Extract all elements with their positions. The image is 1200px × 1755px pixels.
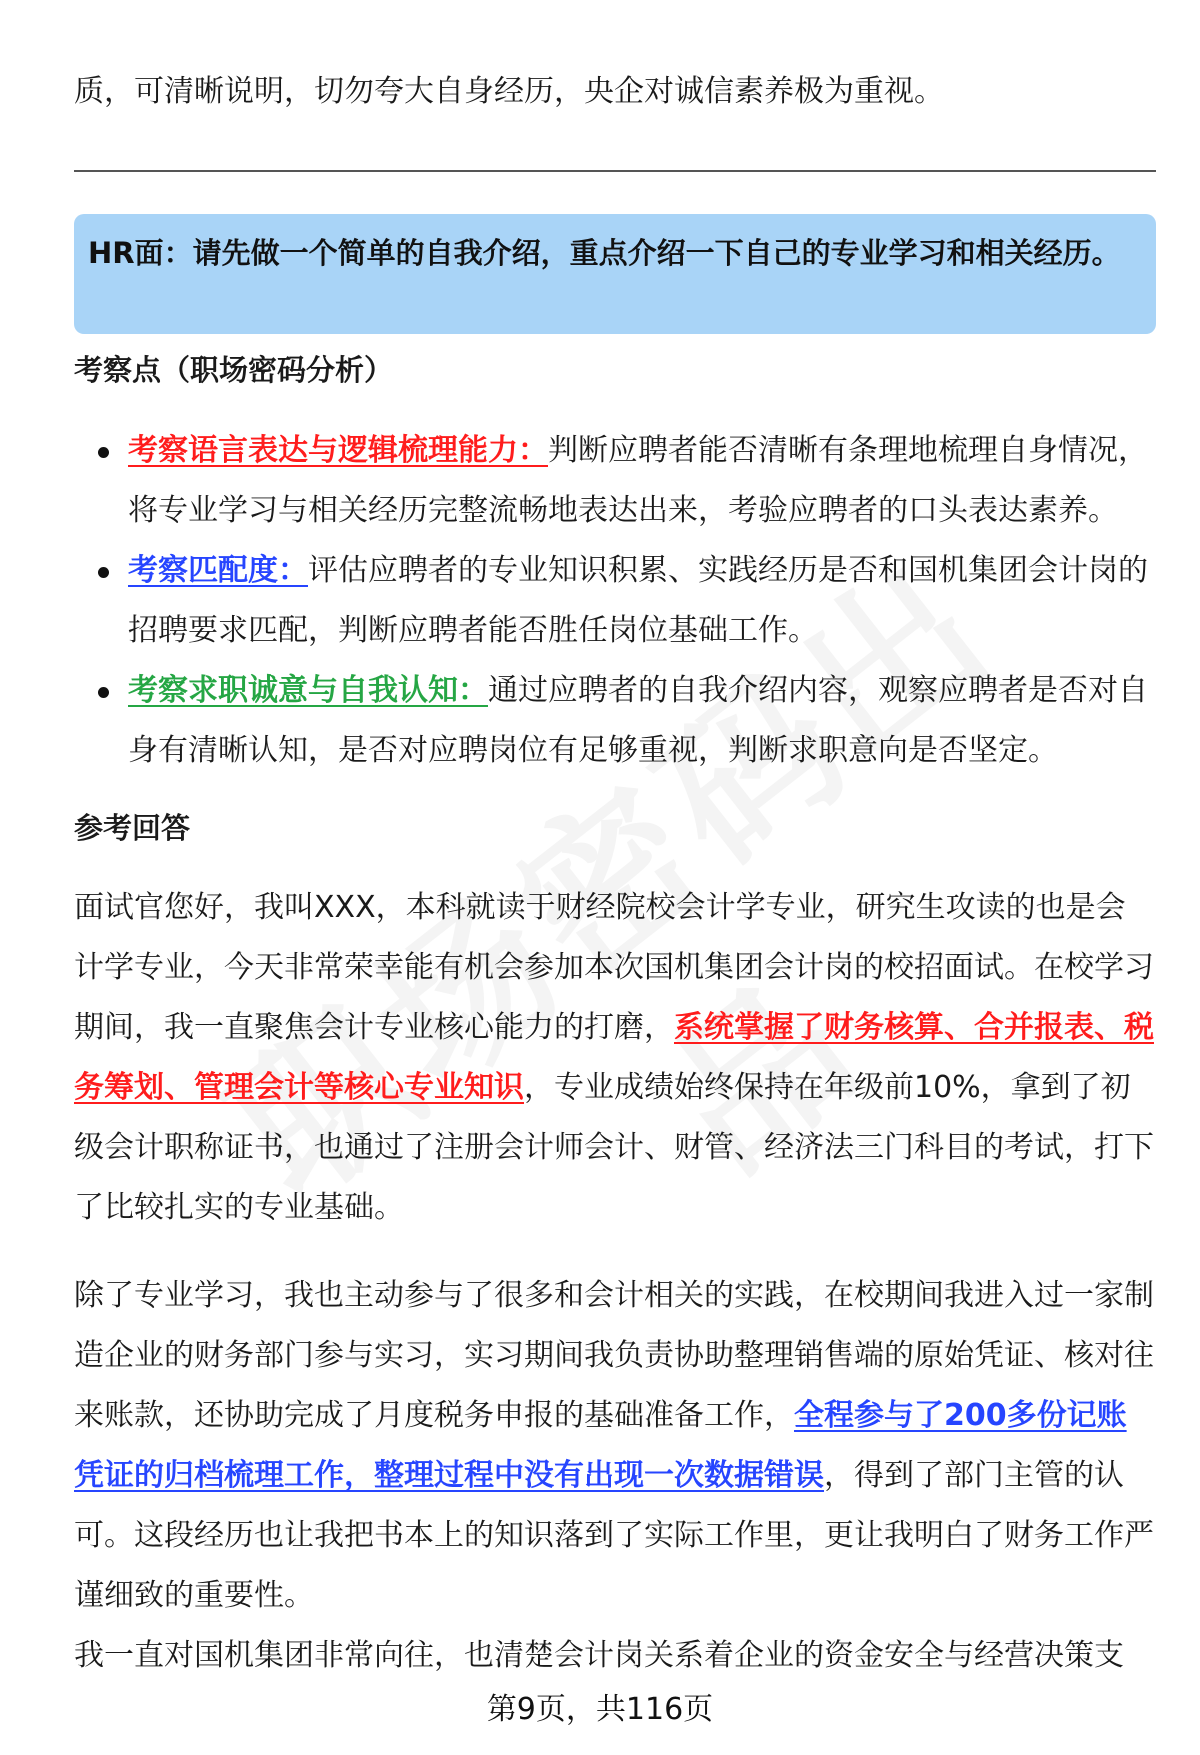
answer-text: ，专业成绩始终保持在年级前10%，拿到了初级会计职称证书，也通过了注册会计师会计、财管、经济法三门科目的考试，打下了比较扎实的专业基础。 <box>74 1070 1154 1225</box>
point-item-language <box>74 421 1156 541</box>
question-text: HR面：请先做一个简单的自我介绍，重点介绍一下自己的专业学习和相关经历。 <box>88 236 1121 270</box>
bullet-icon <box>98 447 109 458</box>
point-item-match <box>74 541 1156 661</box>
point-label: 考察求职诚意与自我认知： <box>128 673 488 708</box>
answer-emphasis: 全程参与了200多份记账凭证的归档梳理工作，整理过程中没有出现一次数据错误 <box>74 1398 1127 1493</box>
point-text: 判断应聘者能否清晰有条理地梳理自身情况，将专业学习与相关经历完整流畅地表达出来，考验应聘者的口头表达素养。 <box>128 433 1148 528</box>
answer-paragraph-2 <box>74 1266 1154 1626</box>
point-text: 评估应聘者的专业知识积累、实践经历是否和国机集团会计岗的招聘要求匹配，判断应聘者能否胜任岗位基础工作。 <box>128 553 1148 648</box>
points-list <box>74 421 1156 781</box>
intro-tail-text: 质，可清晰说明，切勿夸大自身经历，央企对诚信素养极为重视。 <box>74 74 944 109</box>
answer-heading: 参考回答 <box>74 811 191 845</box>
answer-paragraph-1 <box>74 878 1154 1238</box>
point-item-sincerity <box>74 661 1156 781</box>
points-heading: 考察点（职场密码分析） <box>74 353 394 387</box>
divider <box>74 170 1156 172</box>
point-text: 通过应聘者的自我介绍内容，观察应聘者是否对自身有清晰认知，是否对应聘岗位有足够重视，判断求职意向是否坚定。 <box>128 673 1148 768</box>
answer-text: ，得到了部门主管的认可。这段经历也让我把书本上的知识落到了实际工作里，更让我明白了财务工作严谨细致的重要性。 <box>74 1458 1154 1613</box>
point-label: 考察语言表达与逻辑梳理能力： <box>128 433 548 468</box>
answer-text: 除了专业学习，我也主动参与了很多和会计相关的实践，在校期间我进入过一家制造企业的财务部门参与实习，实习期间我负责协助整理销售端的原始凭证、核对往来账款，还协助完成了月度税务申报的基础准备工作， <box>74 1278 1154 1433</box>
page-number: 第9页，共116页 <box>486 1692 714 1727</box>
bullet-icon <box>98 687 109 698</box>
question-box <box>74 214 1156 334</box>
point-label: 考察匹配度： <box>128 553 308 588</box>
answer-text: 面试官您好，我叫XXX，本科就读于财经院校会计学专业，研究生攻读的也是会计学专业，今天非常荣幸能有机会参加本次国机集团会计岗的校招面试。在校学习期间，我一直聚焦会计专业核心能力的打磨， <box>74 890 1154 1045</box>
bullet-icon <box>98 567 109 578</box>
answer-paragraph-3: 我一直对国机集团非常向往，也清楚会计岗关系着企业的资金安全与经营决策支 <box>74 1638 1124 1673</box>
answer-emphasis: 系统掌握了财务核算、合并报表、税务筹划、管理会计等核心专业知识 <box>74 1010 1154 1105</box>
